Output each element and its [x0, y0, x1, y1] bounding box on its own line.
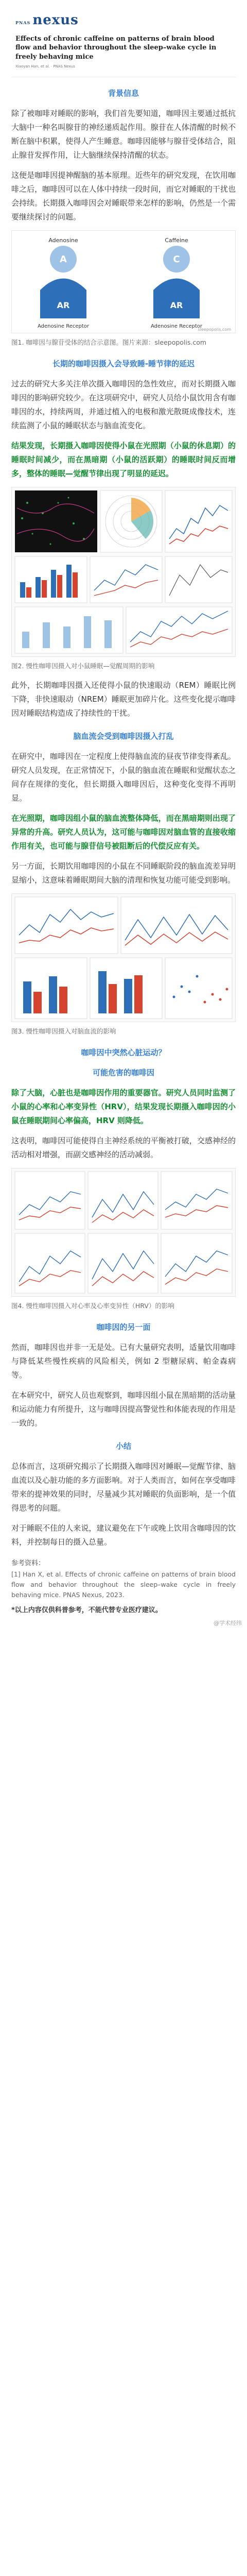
cbf-scatter-panel — [165, 958, 232, 1019]
caption-figure-3: 图3. 慢性咖啡因摄入对脑血流的影响 — [11, 1027, 116, 1035]
c-letter: C — [173, 253, 180, 265]
paragraph-12: 在本研究中，研究人员也观察到，咖啡因组小鼠在黑暗期的活动量和运动能力有所提升，这与咖啡因提高警觉性和体能表现的作用是一致的。 — [11, 1390, 236, 1428]
figure-cerebral-blood-flow — [11, 893, 236, 1022]
pnas-small-label: PNAS — [15, 20, 31, 25]
cbf-panel-2 — [121, 897, 232, 954]
caption-figure-4: 图4. 慢性咖啡因摄入对心率及心率变异性（HRV）的影响 — [11, 1301, 174, 1310]
microscopy-panel-a — [15, 490, 97, 552]
paragraph-5: 此外，长期咖啡因摄入还使得小鼠的快速眼动（REM）睡眠比例下降，非快速眼动（NREM）睡眠更加碎片化。这些变化提示咖啡因对睡眠结构造成了持续性的干扰。 — [11, 680, 236, 718]
line-panel-4 — [126, 607, 232, 653]
paper-header-card — [11, 3, 236, 77]
receptor-left — [40, 278, 86, 318]
ar-left-text: AR — [57, 300, 70, 310]
reference-1: [1] Han X, et al. Effects of chronic caffeine on patterns of brain blood flow and behavior throughout the sleep–wake cycle in freely behaving mice. PNAS Nexus, 2023. — [11, 1570, 236, 1599]
line-panel-2 — [90, 556, 162, 603]
adenosine-text: Adenosine — [48, 236, 78, 244]
paragraph-7 — [11, 811, 236, 853]
section-title-exercise: 咖啡因的另一面 — [96, 1322, 151, 1332]
disclaimer: *以上内容仅供科普参考，不能代替专业医疗建议。 — [11, 1606, 162, 1614]
figure-sleep-panels — [11, 487, 236, 657]
paragraph-4 — [11, 439, 236, 481]
pnas-logo — [15, 8, 232, 32]
article — [0, 3, 247, 1632]
paragraph-9 — [11, 1086, 236, 1128]
caption-figure-2: 图2. 慢性咖啡因摄入对小鼠睡眠—觉醒周期的影响 — [11, 662, 155, 670]
references-heading: 参考资料： — [11, 1559, 45, 1567]
heart-rate-svg — [12, 1168, 235, 1296]
paper-authors: Xiaoyan Han, et al. · PNAS Nexus — [15, 64, 75, 69]
section-title-cerebral: 脑血流会受到咖啡因摄入打乱 — [73, 731, 174, 741]
paper-title: Effects of chronic caffeine on patterns of brain blood flow and behavior throughout the sleep–wake cycle in freely behaving mice — [15, 35, 217, 61]
ar-right-label: Adenosine Receptor — [150, 323, 203, 329]
highlight-blood-flow: 在光照期，咖啡因组小鼠的脑血流整体降低，而在黑暗期则出现了异常的升高。研究人员认为，这可能与咖啡因对脑血管的直接收缩作用有关，也可能与腺苷信号被阻断后的代偿反应有关。 — [11, 813, 236, 851]
section-subtitle-heart: 可能危害的咖啡因 — [92, 1067, 154, 1077]
ar-left-label: Adenosine Receptor — [37, 323, 90, 329]
caption-figure-1: 图1. 咖啡因与腺苷受体的结合示意图。图片来源：sleepopolis.com — [11, 338, 207, 346]
a-letter: A — [60, 253, 67, 265]
paragraph-14: 对于睡眠不佳的人来说，建议避免在下午或晚上饮用含咖啡因的饮料，并控制每日的摄入总量。 — [11, 1523, 236, 1547]
highlight-sleep-result: 结果发现，长期摄入咖啡因使得小鼠在光照期（小鼠的休息期）的睡眠时间减少，而在黑暗期（小鼠的活跃期）的睡眠时间反而增多，整体的睡眠—觉醒节律出现了明显的延迟。 — [11, 440, 236, 478]
figure-source: sleepopolis.com — [198, 327, 231, 332]
section-title-sleep: 长期的咖啡因摄入会导致睡-睡节律的延迟 — [52, 359, 195, 368]
figure-adenosine-caffeine — [11, 230, 236, 333]
paragraph-6: 在研究中，咖啡因在一定程度上使得脑血流的昼夜节律变得紊乱。研究人员发现，在正常情况下，小鼠的脑血流在睡眠和觉醒状态之间存在规律的变化，但长期摄入咖啡因后，这种变化变得不再明显。 — [11, 751, 236, 803]
paragraph-8: 另一方面，长期饮用咖啡因的小鼠在不同睡眠阶段的脑血流差异明显缩小，这意味着睡眠期间大脑的清理和恢复功能可能受到影响。 — [11, 861, 236, 885]
line-panel-1 — [165, 490, 232, 552]
hr-grid-panels — [15, 1172, 232, 1293]
paragraph-3: 过去的研究大多关注单次摄入咖啡因的急性效应，而对长期摄入咖啡因的影响研究较少。在这项研究中，研究人员给小鼠饮用含有咖啡因的水，持续两周，并通过植入的电极和激光散斑成像技术，连续监测了小鼠的睡眠状态与脑血流变化。 — [11, 379, 236, 430]
highlight-heart-rate: 除了大脑，心脏也是咖啡因作用的重要器官。研究人员同时监测了小鼠的心率和心率变异性（HRV），结果发现长期摄入咖啡因的小鼠在睡眠期间心率偏高，HRV 则降低。 — [11, 1088, 236, 1125]
section-title-summary: 小结 — [115, 1441, 131, 1451]
figure-heart-rate — [11, 1168, 236, 1297]
receptor-right — [153, 278, 200, 318]
pnas-nexus-label: nexus — [32, 12, 79, 28]
paragraph-10: 这表明，咖啡因可能使得自主神经系统的平衡被打破，交感神经的活动相对增强，而副交感神经的活动减弱。 — [11, 1136, 236, 1159]
cbf-svg — [12, 894, 235, 1022]
adenosine-diagram — [12, 231, 235, 333]
caffeine-text: Caffeine — [165, 236, 188, 244]
paragraph-1: 除了被咖啡对睡眠的影响，我们首先要知道，咖啡因主要通过抵抗大脑中一种名叫腺苷的神经递质起作用。腺苷在人体清醒的时候不断在脑中积累，使得人产生睡意。咖啡因能够与腺苷受体结合，阻止腺苷发挥作用，让大脑继续保持清醒的状态。 — [11, 108, 236, 160]
watermark: @学术经纬 — [214, 1619, 242, 1626]
section-title-background: 背景信息 — [108, 88, 139, 98]
ar-right-text: AR — [170, 300, 183, 310]
paragraph-13: 总体而言，这项研究揭示了长期摄入咖啡因对睡眠—觉醒节律、脑血流以及心脏功能的多方面影响。对于人类而言，如何在享受咖啡带来的提神效果的同时，尽量减少其对睡眠的负面影响，是一个值得思考的问题。 — [11, 1461, 236, 1513]
line-panel-3 — [165, 556, 232, 603]
paragraph-2: 这便是咖啡因提神醒脑的基本原理。近些年的研究发现，在饮用咖啡之后，咖啡因可以在人体中持续一段时间，而它对睡眠的干扰也会持续。长期摄入咖啡因会对睡眠带来怎样的影响，仍然是一个需要继续探讨的问题。 — [11, 170, 236, 222]
paragraph-11: 然而，咖啡因也并非一无是处。已有大量研究表明，适量饮用咖啡与降低某些慢性疾病的风险相关，例如 2 型糖尿病、帕金森病等。 — [11, 1342, 236, 1380]
sleep-panels-svg — [12, 487, 235, 656]
section-title-heart: 咖啡因中突然心脏运动？ — [81, 1047, 166, 1057]
